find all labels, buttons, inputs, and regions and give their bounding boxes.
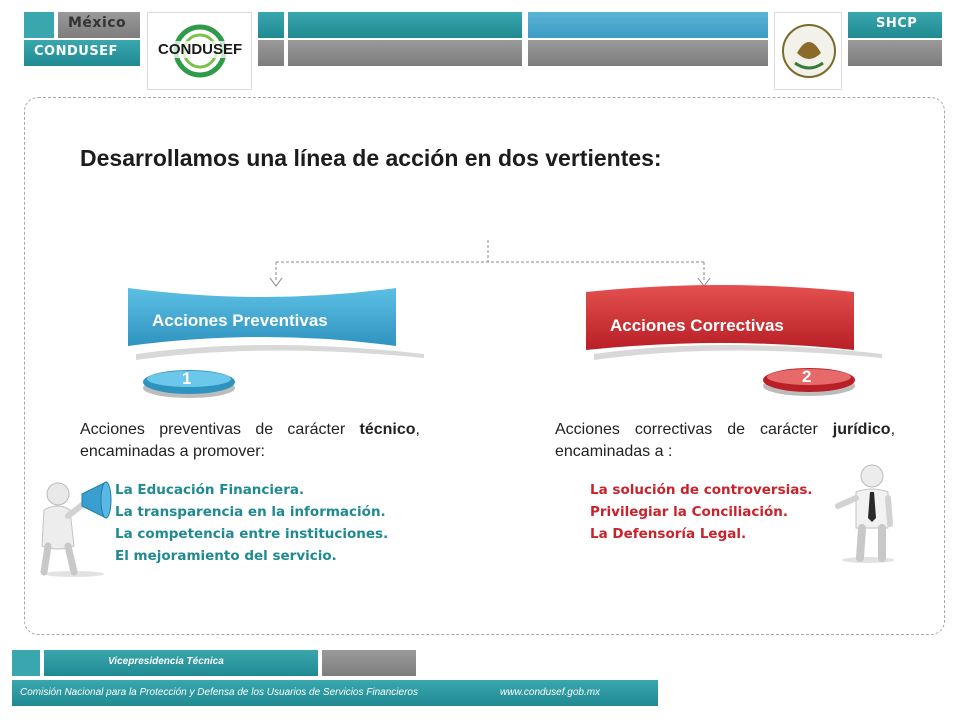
- number-1-badge: [140, 366, 238, 400]
- footer-small-tile: [12, 650, 40, 676]
- page-title: Desarrollamos una línea de acción en dos vertientes:: [80, 145, 662, 171]
- condusef-tab-label: CONDUSEF: [34, 44, 118, 59]
- number-2-label: 2: [802, 367, 812, 386]
- condusef-logo-text: CONDUSEF: [158, 41, 243, 58]
- preventivas-item-4: El mejoramiento del servicio.: [115, 548, 337, 564]
- header-bar-gray-1: [258, 40, 284, 66]
- preventivas-banner-label: Acciones Preventivas: [152, 311, 328, 330]
- number-2-badge: [760, 364, 858, 398]
- connector-lines: [260, 238, 720, 288]
- correctivas-item-3: La Defensoría Legal.: [590, 526, 747, 542]
- correctivas-description: [555, 419, 895, 463]
- header-bar-gray-2: [288, 40, 522, 66]
- shcp-tab-label: SHCP: [876, 16, 918, 31]
- header-bar-teal-1: [258, 12, 284, 38]
- correctivas-desc-prefix: Acciones correctivas de carácter: [555, 421, 818, 438]
- number-1-label: 1: [182, 369, 192, 388]
- businessman-figure-icon: [832, 462, 902, 564]
- mexico-tab-label: México: [68, 15, 127, 31]
- header-left-small-tile: [24, 12, 54, 38]
- preventivas-desc-prefix: Acciones preventivas de carácter: [80, 421, 346, 438]
- vicepresidencia-label: Vicepresidencia Técnica: [108, 656, 224, 667]
- preventivas-item-2: La transparencia en la información.: [115, 504, 386, 520]
- correctivas-item-2: Privilegiar la Conciliación.: [590, 504, 789, 520]
- header-bar-gray-right: [848, 40, 942, 66]
- preventivas-desc-suffix: , encaminadas a promover:: [80, 421, 420, 460]
- mexico-seal: [774, 12, 842, 90]
- vicepresidencia-tab[interactable]: [44, 650, 318, 676]
- header-bar-gray-3: [528, 40, 768, 66]
- preventivas-description: [80, 419, 420, 463]
- correctivas-desc-bold: jurídico: [832, 421, 891, 438]
- correctivas-item-1: La solución de controversias.: [590, 482, 813, 498]
- correctivas-banner-label: Acciones Correctivas: [610, 316, 784, 335]
- megaphone-figure-icon: [28, 474, 120, 578]
- condusef-logo[interactable]: [147, 12, 252, 90]
- correctivas-banner[interactable]: [582, 284, 892, 364]
- shcp-tab[interactable]: [848, 12, 942, 38]
- preventivas-desc-bold: técnico: [359, 421, 416, 438]
- header-bar-teal-2: [288, 12, 522, 38]
- preventivas-banner[interactable]: [124, 284, 434, 364]
- comision-label: Comisión Nacional para la Protección y Defensa de los Usuarios de Servicios Financieros: [20, 687, 418, 698]
- footer-info-bar: [12, 680, 658, 706]
- website-link[interactable]: www.condusef.gob.mx: [500, 687, 601, 698]
- condusef-tab[interactable]: [24, 40, 140, 66]
- preventivas-item-3: La competencia entre instituciones.: [115, 526, 389, 542]
- correctivas-desc-suffix: , encaminadas a :: [555, 421, 896, 460]
- preventivas-item-1: La Educación Financiera.: [115, 482, 305, 498]
- mexico-tab[interactable]: [58, 12, 140, 38]
- header-bar-blue: [528, 12, 768, 38]
- footer-gray-tile: [322, 650, 416, 676]
- mexico-seal-icon: [775, 13, 843, 91]
